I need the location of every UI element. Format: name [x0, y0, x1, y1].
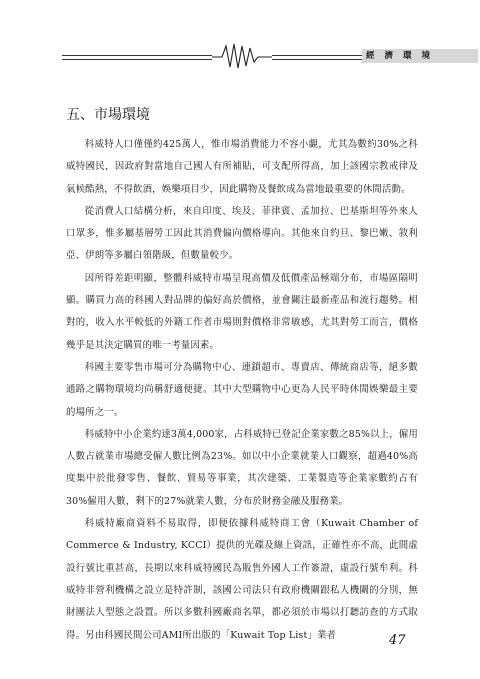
paragraph: 科威特廠商資料不易取得，即便依據科威特商工會（Kuwait Chamber of Commerce & Industry, KCCI）提供的光碟及線上資訊，正確性亦不高，此間虛設行號比重甚高，長期以來科威特國民為販售外國人工作簽證，虛設行號牟利。科威特非營利機構之設立是特許制，該國公司法只有政府機關跟私人機關的分別，無財團法人型態之設置。所以多數科國廠商名單，都必須於市場以打聽訪查的方式取得。另由科國民間公司AMI所出版的「Kuwait Top List」業者: [66, 518, 418, 641]
body-text: [66, 134, 418, 647]
running-header: [62, 40, 441, 70]
paragraph: 科威特人口僅僅約425萬人，惟市場消費能力不容小覷，尤其為數約30%之科威特國民，因政府對當地自己國人有所補貼，可支配所得高，加上該國宗教戒律及氣候酷熱，不得飲酒，娛樂項目少，因此購物及餐飲成為當地最重要的休閒活動。: [66, 139, 418, 195]
paragraph: 科國主要零售市場可分為購物中心、連鎖超市、專賣店、傳統商店等，絕多數通路之購物環境均尚稱舒適便捷。其中大型購物中心更為人民平時休閒娛樂最主要的場所之一。: [66, 361, 418, 418]
heartbeat-wave-icon: [212, 40, 272, 70]
section-heading: 五、市場環境: [66, 107, 150, 123]
chapter-label: 經濟環境: [362, 49, 478, 63]
paragraph: 科威特中小企業約達3萬4,000家，占科威特已登記企業家數之85%以上，僱用人數占就業市場總受僱人數比例為23%。如以中小企業就業人口觀察，超過40%高度集中於批發零售、餐飲、貿易等事業，其次建築、工業製造等企業家數約占有30%僱用人數，剩下的27%就業人數，分布於財務金融及服務業。: [66, 428, 418, 507]
paragraph: 因所得差距明顯，整體科威特市場呈現高價及低價產品極端分布，市場區隔明顯。購買力高的科國人對品牌的偏好高於價格，並會關注最新產品和流行趨勢。相對的，收入水平較低的外籍工作者市場則對價格非常敏感，尤其對勞工而言，價格幾乎是其決定購買的唯一考量因素。: [66, 272, 418, 351]
page-number: 47: [389, 633, 406, 648]
paragraph: 從消費人口結構分析，來自印度、埃及、菲律賓、孟加拉、巴基斯坦等外來人口眾多，惟多屬基層勞工因此其消費偏向價格導向。其他來自約旦、黎巴嫩、敘利亞、伊朗等多屬白領階級，但數量較少。: [66, 205, 418, 262]
